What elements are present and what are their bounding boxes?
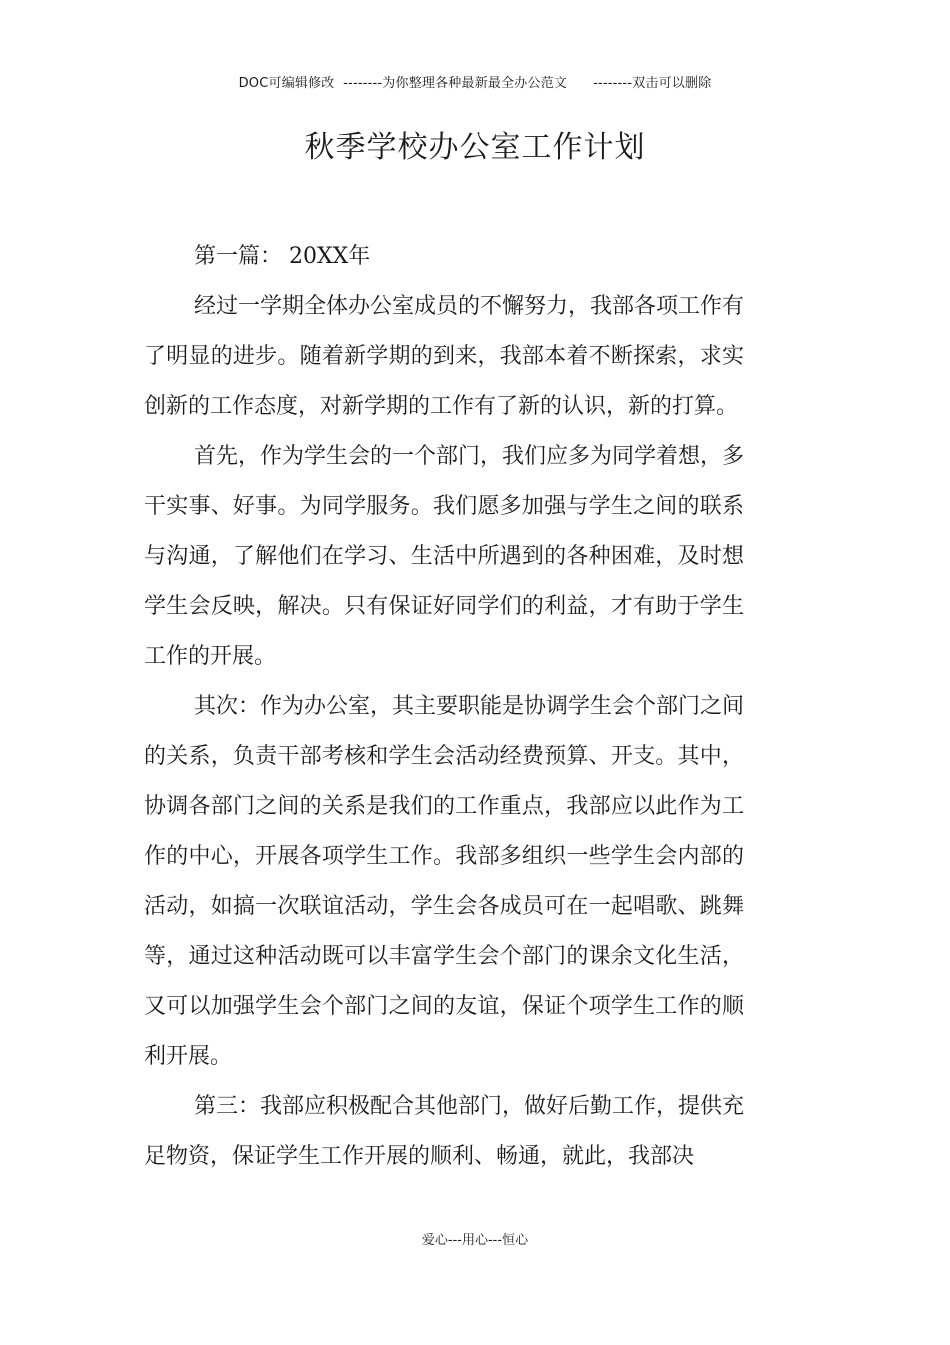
page-header: DOC可编辑修改 --------为你整理各种最新最全办公范文 --------双击可以删除 (238, 76, 712, 91)
paragraph: 首先，作为学生会的一个部门，我们应多为同学着想，多干实事、好事。为同学服务。我们愿多加强与学生之间的联系与沟通，了解他们在学习、生活中所遇到的各种困难，及时想学生会反映，解决。只有保证好同学们的利益，才有助于学生工作的开展。 (144, 444, 745, 669)
document-body (144, 232, 744, 1182)
paragraph: 其次：作为办公室，其主要职能是协调学生会个部门之间的关系，负责干部考核和学生会活动经费预算、开支。其中，协调各部门之间的关系是我们的工作重点，我部应以此作为工作的中心，开展各项学生工作。我部多组织一些学生会内部的活动，如搞一次联谊活动，学生会各成员可在一起唱歌、跳舞等，通过这种活动既可以丰富学生会个部门的课余文化生活，又可以加强学生会个部门之间的友谊，保证个项学生工作的顺利开展。 (144, 694, 745, 1069)
document-title: 秋季学校办公室工作计划 (304, 130, 646, 165)
section-heading: 第一篇： 20XX年 (194, 244, 371, 269)
paragraph: 经过一学期全体办公室成员的不懈努力，我部各项工作有了明显的进步。随着新学期的到来，我部本着不断探索，求实创新的工作态度，对新学期的工作有了新的认识，新的打算。 (144, 294, 745, 419)
paragraph: 第三：我部应积极配合其他部门，做好后勤工作，提供充足物资，保证学生工作开展的顺利、畅通，就此，我部决 (144, 1094, 745, 1169)
page-footer: 爱心---用心---恒心 (421, 1233, 529, 1248)
